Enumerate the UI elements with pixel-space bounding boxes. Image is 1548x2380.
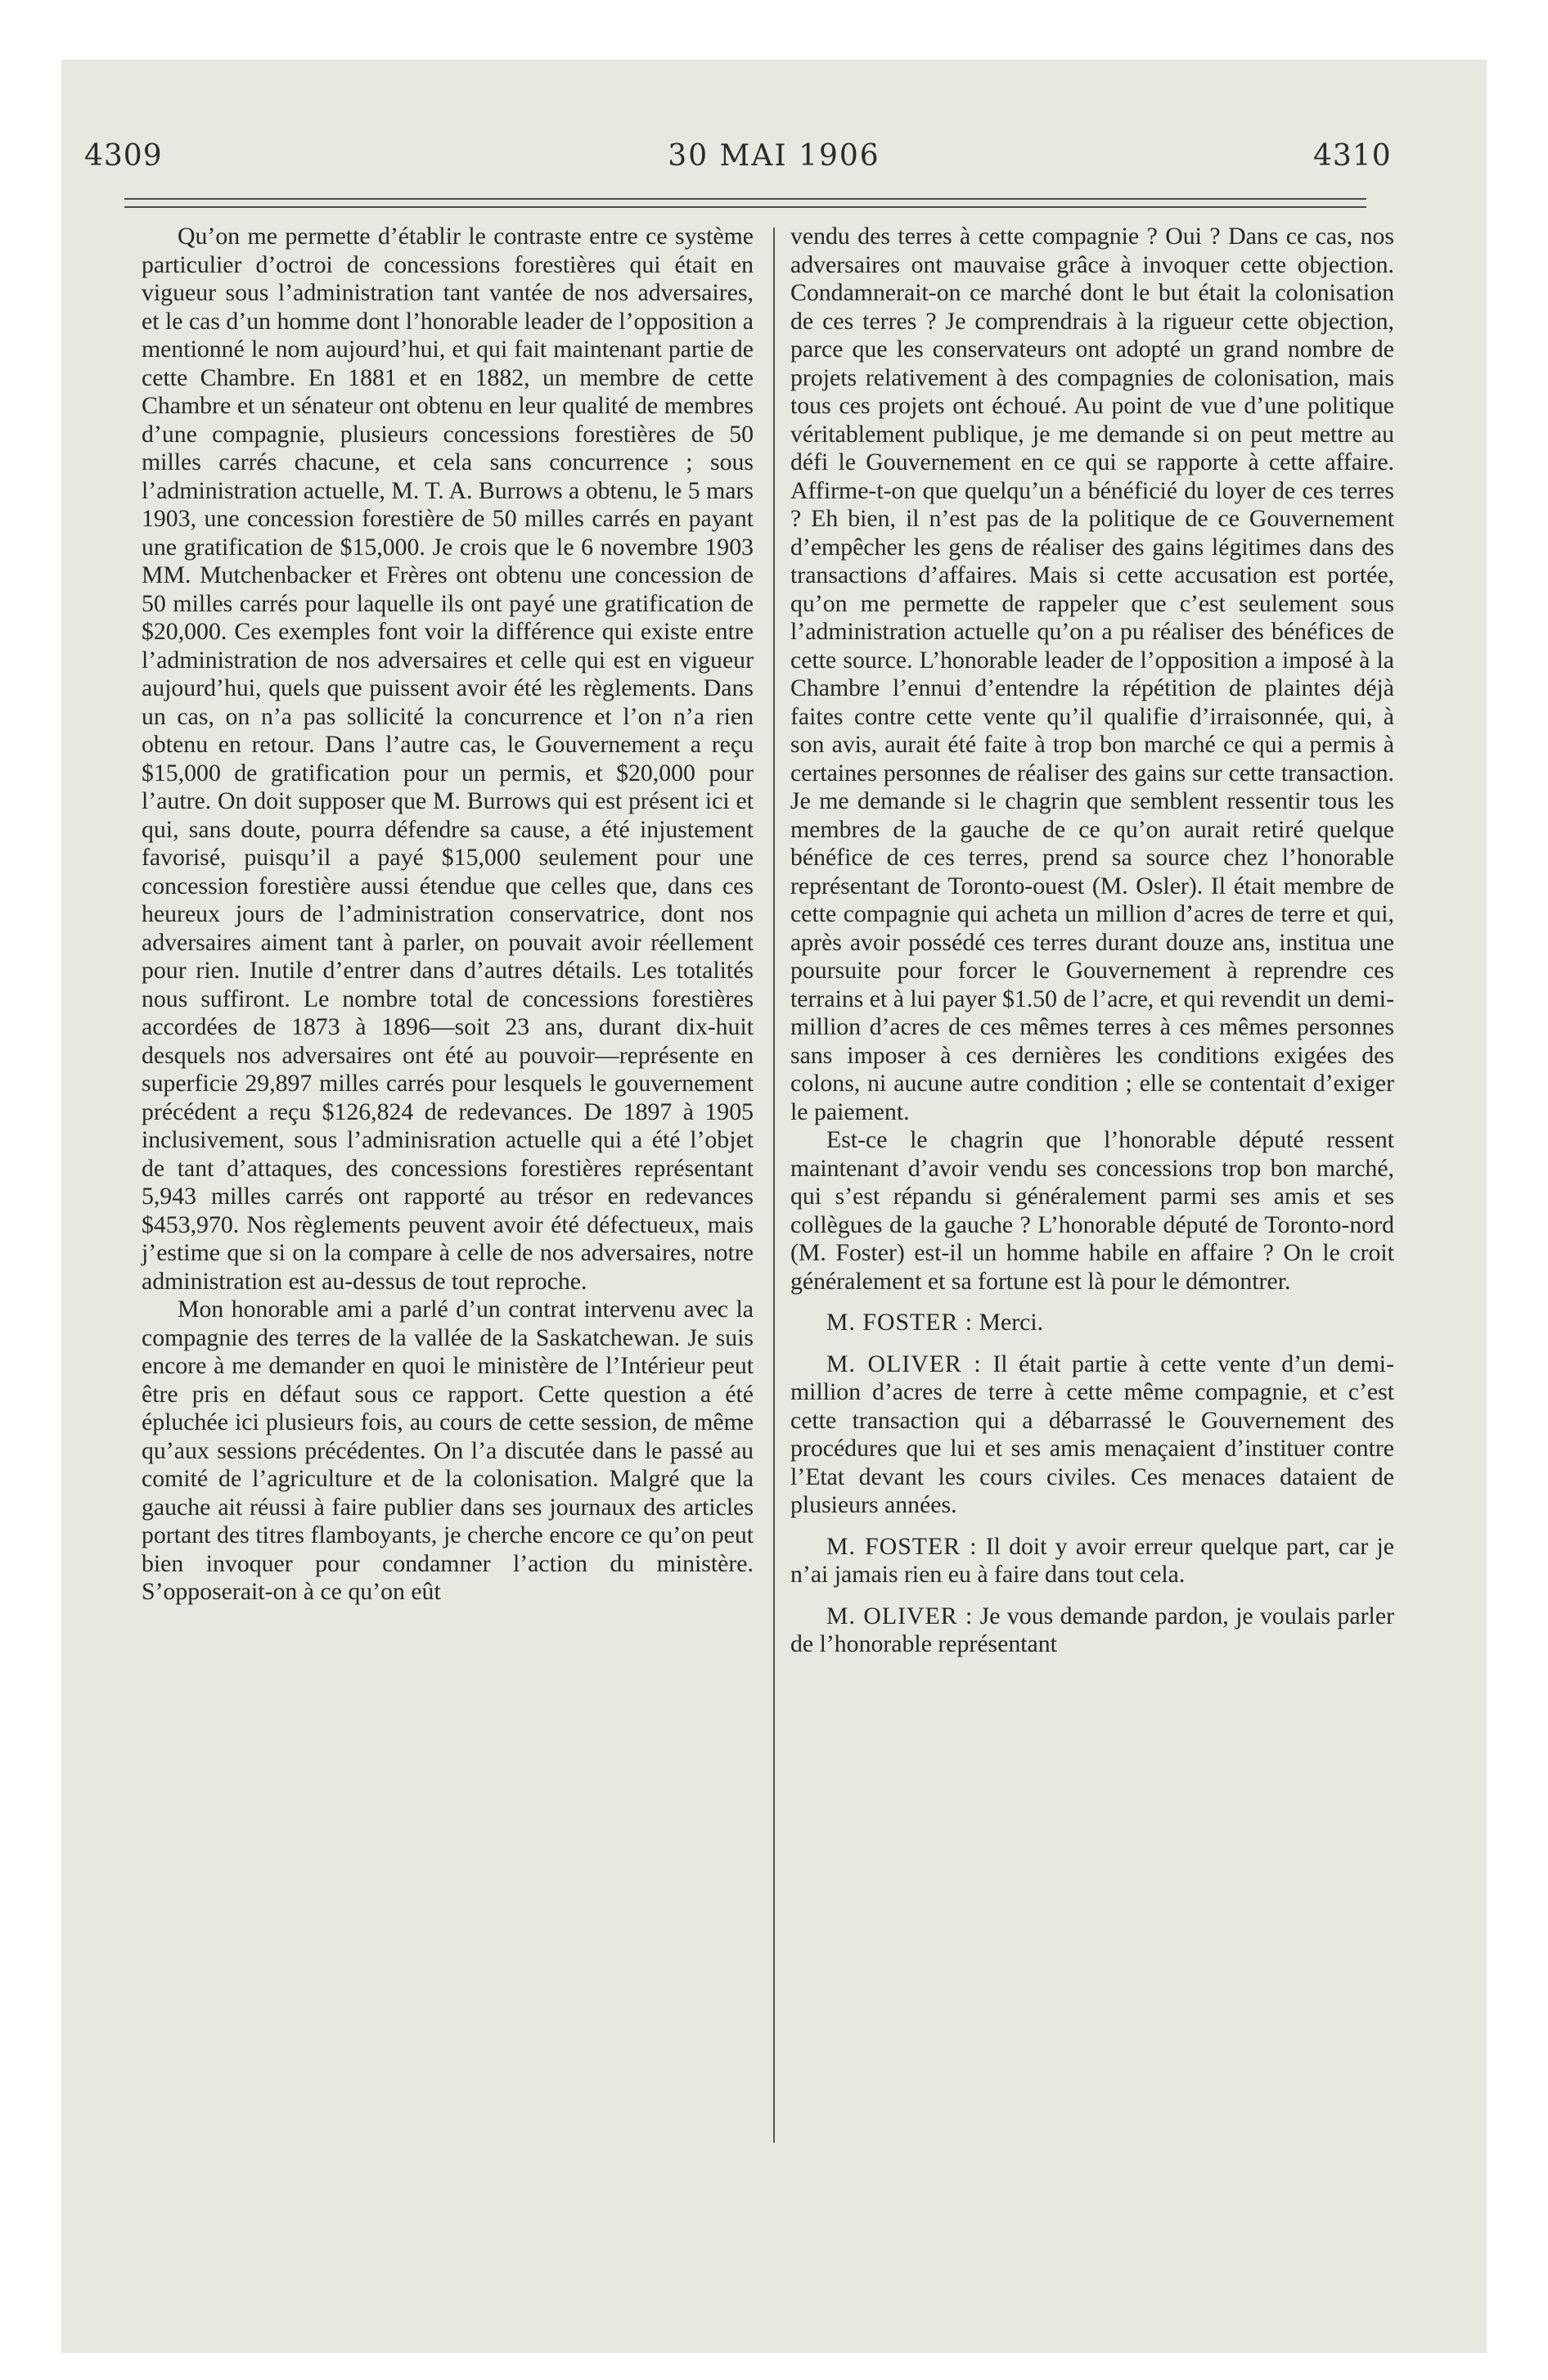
speech-text: Il était partie à cette vente d’un demi-million d’acres de terre à cette même compagnie, et c’est cette transaction qui a débarrassé le Gouvernement des procédures que lui et ses amis menaçaient d’instituer contre l’Etat devant les cours civiles. Ces menaces dataient de plusieurs années.	[790, 1350, 1395, 1518]
right-column	[790, 223, 1394, 1659]
page-date: 30 MAI 1906	[668, 139, 880, 173]
paragraph: Qu’on me permette d’établir le contraste entre ce système particulier d’octroi de concessions forestières qui était en vigueur sous l’administration tant vantée de nos adversaires, et le cas d’un homme dont l’honorable leader de l’opposition a mentionné le nom aujourd’hui, et qui fait maintenant partie de cette Chambre. En 1881 et en 1882, un membre de cette Chambre et un sénateur ont obtenu en leur qualité de membres d’une compagnie, plusieurs concessions forestières de 50 milles carrés chacune, et cela sans concurrence ; sous l’administration actuelle, M. T. A. Burrows a obtenu, le 5 mars 1903, une concession forestière de 50 milles carrés en payant une gratification de $15,000. Je crois que le 6 novembre 1903 MM. Mutchenbacker et Frères ont obtenu une concession de 50 milles carrés pour laquelle ils ont payé une gratification de $20,000. Ces exemples font voir la différence qui existe entre l’administration de nos adversaires et celle qui est en vigueur aujourd’hui, quels que puissent avoir été les règlements. Dans un cas, on n’a pas sollicité la concurrence et l’on n’a rien obtenu en retour. Dans l’autre cas, le Gouvernement a reçu $15,000 de gratification pour un permis, et $20,000 pour l’autre. On doit supposer que M. Burrows qui est présent ici et qui, sans doute, pourra défendre sa cause, a été injustement favorisé, puisqu’il a payé $15,000 seulement pour une concession forestière aussi étendue que celles que, dans ces heureux jours de l’administration conservatrice, dont nos adversaires aiment tant à parler, on pouvait avoir réellement pour rien. Inutile d’entrer dans d’autres détails. Les totalités nous suffiront. Le nombre total de concessions forestières accordées de 1873 à 1896—soit 23 ans, durant dix-huit desquels nos adversaires ont été au pouvoir—représente en superficie 29,897 milles carrés pour lesquels le gouvernement précédent a reçu $126,824 de redevances. De 1897 à 1905 inclusivement, sous l’adminisration actuelle qui a été l’objet de tant d’attaques, des concessions forestières représentant 5,943 milles carrés ont rapporté au trésor en redevances $453,970. Nos règlements peuvent avoir été défectueux, mais j’estime que si on la compare à celle de nos adversaires, notre administration est au-dessus de tout reproche.	[142, 223, 754, 1295]
speech-text: Il doit y avoir erreur quelque part, car je n’ai jamais rien eu à faire dans tout cela.	[790, 1532, 1394, 1588]
speech-exchange	[790, 1350, 1394, 1520]
speech-exchange	[790, 1309, 1394, 1337]
left-column	[142, 223, 754, 1607]
column-divider	[773, 228, 775, 2143]
paragraph: Est-ce le chagrin que l’honorable député ressent maintenant d’avoir vendu ses concessions trop bon marché, qui s’est répandu si généralement parmi ses amis et ses collègues de la gauche ? L’honorable député de Toronto-nord (M. Foster) est-il un homme habile en affaire ? On le croit généralement et sa fortune est là pour le démontrer.	[790, 1126, 1394, 1295]
header-rule-top	[124, 198, 1366, 200]
speech-exchange	[790, 1533, 1394, 1589]
speech-text: Merci.	[979, 1309, 1044, 1336]
speaker-name: M. OLIVER :	[826, 1602, 974, 1629]
speaker-name: M. FOSTER :	[826, 1309, 974, 1336]
header-rule-bottom	[124, 206, 1366, 208]
speaker-name: M. OLIVER :	[826, 1350, 982, 1377]
left-page-number: 4309	[84, 139, 163, 173]
right-page-number: 4310	[1313, 139, 1392, 173]
paragraph: vendu des terres à cette compagnie ? Oui ? Dans ce cas, nos adversaires ont mauvaise grâce à invoquer cette objection. Condamnerait-on ce marché dont le but était la colonisation de ces terres ? Je comprendrais à la rigueur cette objection, parce que les conservateurs ont adopté un grand nombre de projets relativement à des compagnies de colonisation, mais tous ces projets ont échoué. Au point de vue d’une politique véritablement publique, je me demande si on peut mettre au défi le Gouvernement en ce qui se rapporte à cette affaire. Affirme-t-on que quelqu’un a bénéficié du loyer de ces terres ? Eh bien, il n’est pas de la politique de ce Gouvernement d’empêcher les gens de réaliser des gains légitimes dans des transactions d’affaires. Mais si cette accusation est portée, qu’on me permette de rappeler que c’est seulement sous l’administration actuelle qu’on a pu réaliser des bénéfices de cette source. L’honorable leader de l’opposition a imposé à la Chambre l’ennui d’entendre la répétition de plaintes déjà faites contre cette vente qu’il qualifie d’irraisonnée, qui, à son avis, aurait été faite à trop bon marché ce qui a permis à certaines personnes de réaliser des gains sur cette transaction. Je me demande si le chagrin que semblent ressentir tous les membres de la gauche de ce qu’on aurait retiré quelque bénéfice de ces terres, prend sa source chez l’honorable représentant de Toronto-ouest (M. Osler). Il était membre de cette compagnie qui acheta un million d’acres de terre et qui, après avoir possédé ces terres durant douze ans, institua une poursuite pour forcer le Gouvernement à reprendre ces terrains et à lui payer $1.50 de l’acre, et qui revendit un demi-million d’acres de ces mêmes terres à ces mêmes personnes sans imposer à ces dernières les conditions exigées des colons, ni aucune autre condition ; elle se contentait d’exiger le paiement.	[790, 223, 1395, 1125]
speaker-name: M. FOSTER :	[826, 1532, 978, 1560]
speech-exchange	[790, 1602, 1394, 1659]
speech-text: Je vous demande pardon, je voulais parler de l’honorable représentant	[790, 1602, 1394, 1657]
paragraph: Mon honorable ami a parlé d’un contrat intervenu avec la compagnie des terres de la vallée de la Saskatchewan. Je suis encore à me demander en quoi le ministère de l’Intérieur peut être pris en défaut sous ce rapport. Cette question a été épluchée ici plusieurs fois, au cours de cette session, de même qu’aux sessions précédentes. On l’a discutée dans le passé au comité de l’agriculture et de la colonisation. Malgré que la gauche ait réussi à faire publier dans ses journaux des articles portant des titres flamboyants, je cherche encore ce qu’on peut bien invoquer pour condamner l’action du ministère. S’opposerait-on à ce qu’on eût	[142, 1296, 754, 1605]
